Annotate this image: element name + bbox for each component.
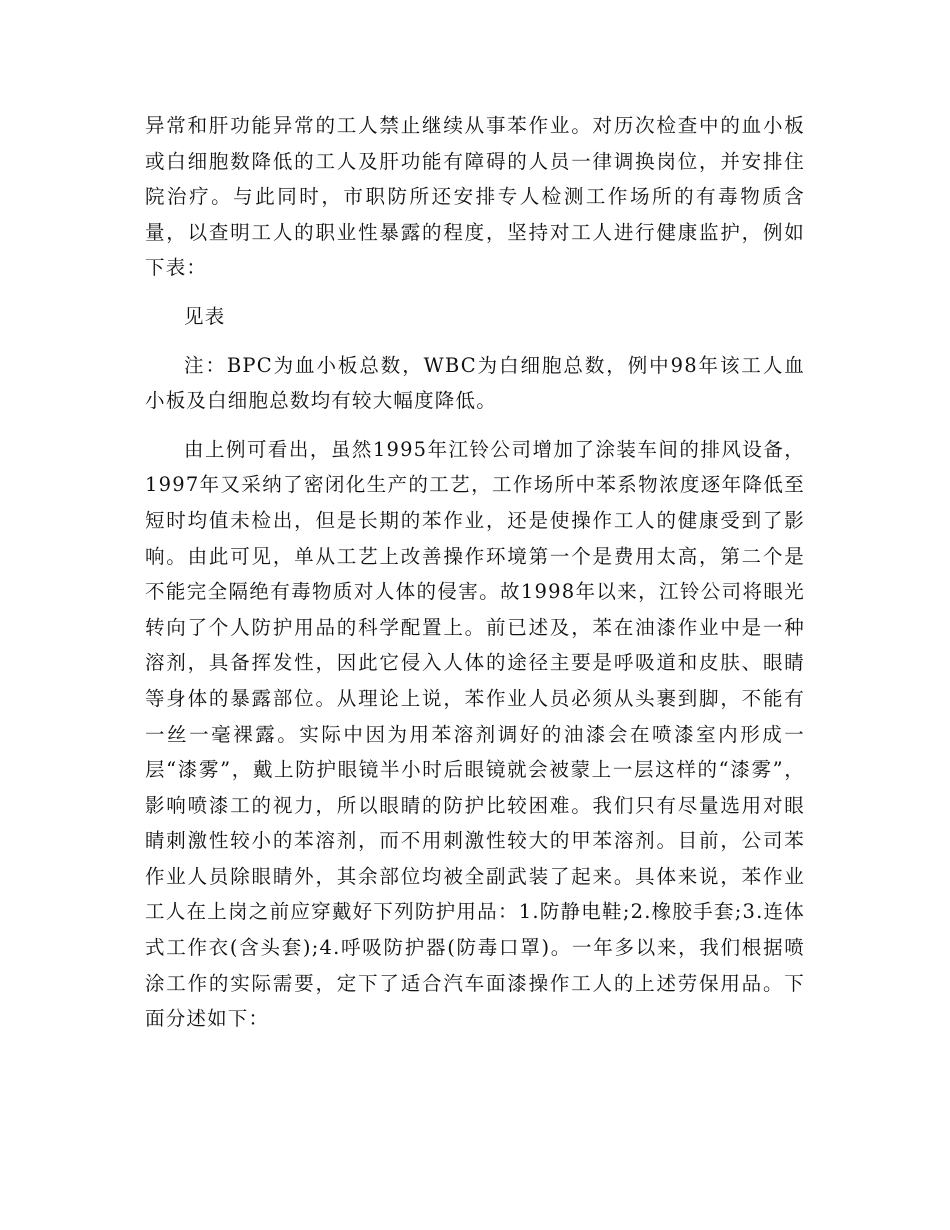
paragraph-exposure-monitoring: 异常和肝功能异常的工人禁止继续从事苯作业。对历次检查中的血小板或白细胞数降低的工人及肝功能有障碍的人员一律调换岗位，并安排住院治疗。与此同时，市职防所还安排专人检测工作场所的有毒物质含量，以查明工人的职业性暴露的程度，坚持对工人进行健康监护，例如下表：: [145, 114, 805, 280]
paragraph-table-note: 注：BPC为血小板总数，WBC为白细胞总数，例中98年该工人血小板及白细胞总数均有较大幅度降低。: [145, 353, 805, 413]
paragraph-protective-equipment: 由上例可看出，虽然1995年江铃公司增加了涂装车间的排风设备，1997年又采纳了密闭化生产的工艺，工作场所中苯系物浓度逐年降低至短时均值未检出，但是长期的苯作业，还是使操作工人的健康受到了影响。由此可见，单从工艺上改善操作环境第一个是费用太高，第二个是不能完全隔绝有毒物质对人体的侵害。故1998年以来，江铃公司将眼光转向了个人防护用品的科学配置上。前已述及，苯在油漆作业中是一种溶剂，具备挥发性，因此它侵入人体的途径主要是呼吸道和皮肤、眼睛等身体的暴露部位。从理论上说，苯作业人员必须从头裹到脚，不能有一丝一毫裸露。实际中因为用苯溶剂调好的油漆会在喷漆室内形成一层“漆雾”，戴上防护眼镜半小时后眼镜就会被蒙上一层这样的“漆雾”，影响喷漆工的视力，所以眼睛的防护比较困难。我们只有尽量选用对眼睛刺激性较小的苯溶剂，而不用刺激性较大的甲苯溶剂。目前，公司苯作业人员除眼睛外，其余部位均被全副武装了起来。具体来说，苯作业工人在上岗之前应穿戴好下列防护用品：1.防静电鞋;2.橡胶手套;3.连体式工作衣(含头套);4.呼吸防护器(防毒口罩)。一年多以来，我们根据喷涂工作的实际需要，定下了适合汽车面漆操作工人的上述劳保用品。下面分述如下：: [145, 437, 805, 1031]
document-body: [145, 108, 805, 1050]
paragraph-see-table: 见表: [184, 304, 226, 328]
